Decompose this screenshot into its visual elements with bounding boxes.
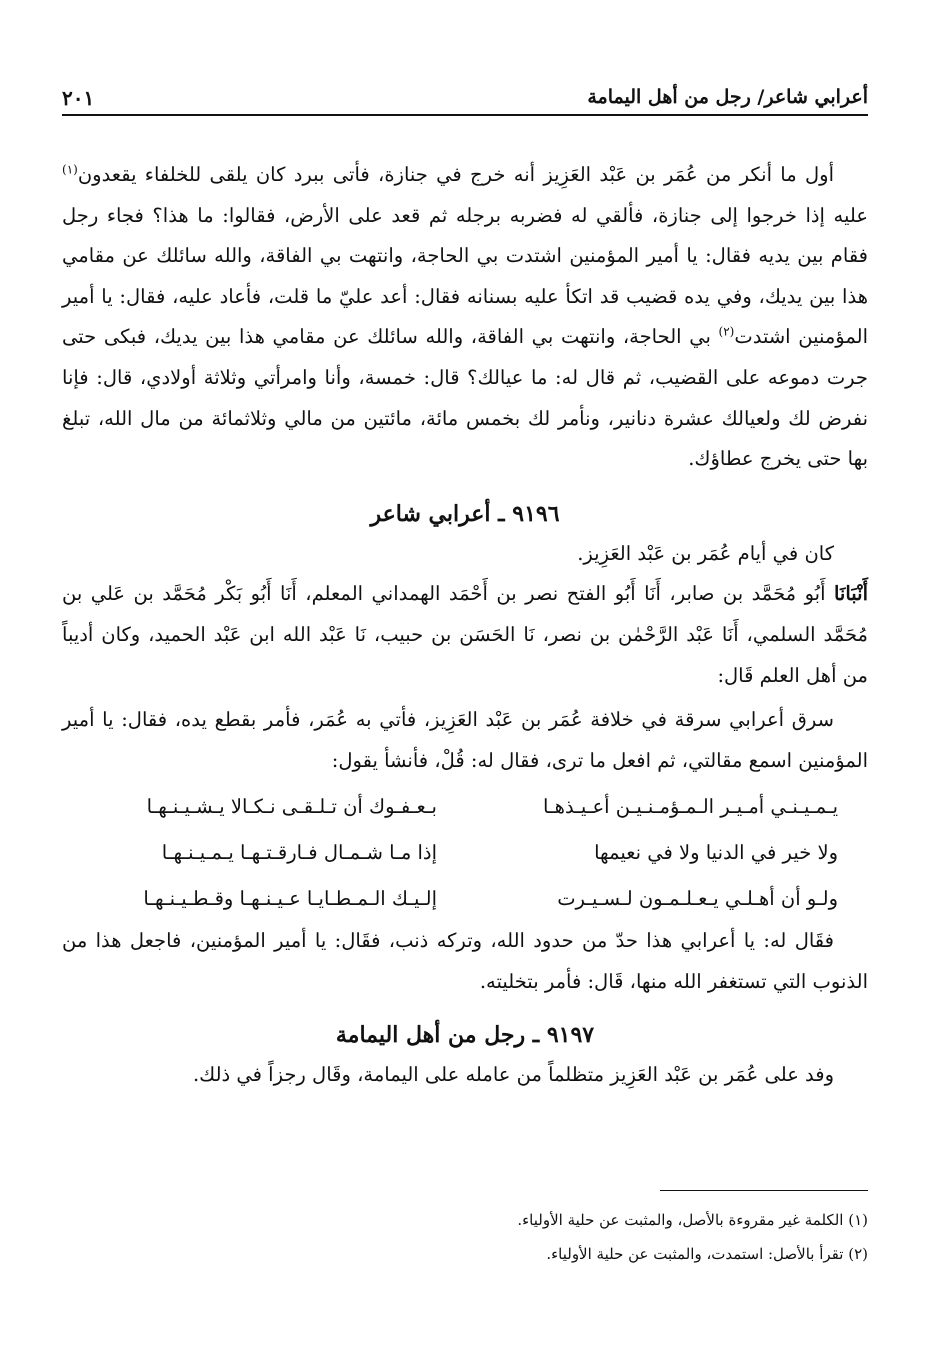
isnad-text: أَبُو مُحَمَّد بن صابر، أَنَا أَبُو الفتح نصر بن أَحْمَد الهمداني المعلم، أَنَا أَبُو بَكْر مُحَمَّد بن عَلي بن مُحَمَّد السلمي، أَنَا عَبْد الرَّحْمٰن بن نصر، نَا الحَسَن بن حبيب، نَا عَبْد الله ابن عَبْد الحميد، وكان أديباً من أهل العلم قَال:	[62, 582, 868, 687]
intro-text-end: بي الحاجة، وانتهت بي الفاقة، والله سائلك عن مقامي هذا بين يديك، فبكى حتى جرت دموعه على القضيب، ثم قال له: ما عيالك؟ قال: خمسة، وأنا وامرأتي وثلاثة أولادي، قال: فإنا نفرض لك ولعيالك عشرة دنانير، ونأمر لك بخمس مائة، مائتين من مالي وثلاثمائة من مال الله، تبلغ بها حتى يخرج عطاؤك.	[62, 325, 868, 471]
verse-first-hemistich: ولـو أن أهـلـي يـعـلـمـون لـسـيـرت	[557, 886, 838, 910]
isnad-paragraph	[62, 574, 868, 696]
footnote-divider	[660, 1190, 868, 1191]
verse-line	[62, 829, 868, 875]
verse-second-hemistich: إلـيـك الـمـطـايـا عـيـنـهـا وقـطـيـنـهـا	[143, 886, 437, 910]
verse-second-hemistich: إذا مـا شـمـال فـارقـتـهـا يـمـيـنـهـا	[161, 840, 437, 864]
intro-text: أول ما أنكر من عُمَر بن عَبْد العَزِيز أنه خرج في جنازة، فأتى ببرد كان يلقى للخلفاء يقعدون	[77, 163, 834, 186]
footnotes	[62, 1203, 868, 1271]
section-9196-intro: كان في أيام عُمَر بن عَبْد العَزِيز.	[577, 541, 834, 565]
section-heading-9196: ٩١٩٦ ـ أعرابي شاعر	[370, 500, 560, 527]
footnote-ref-2: (٢)	[718, 324, 735, 339]
section-9197-text: وفد على عُمَر بن عَبْد العَزِيز متظلماً من عامله على اليمامة، وقَال رجزاً في ذلك.	[192, 1062, 834, 1086]
footnote-mark: (١)	[848, 1211, 868, 1229]
footnote-text: تقرأ بالأصل: استمدت، والمثبت عن حلية الأولياء.	[546, 1245, 844, 1263]
footnote-mark: (٢)	[848, 1245, 868, 1263]
verse-line	[62, 875, 868, 921]
footnote-item	[62, 1203, 868, 1237]
verse-first-hemistich: ولا خير في الدنيا ولا في نعيمها	[594, 840, 838, 864]
page-header	[62, 86, 868, 116]
verse-second-hemistich: بـعـفـوك أن تـلـقـى نـكـالا يـشـيـنـهـا	[146, 794, 437, 818]
intro-text-continued: عليه إذا خرجوا إلى جنازة، فألقي له فضربه برجله ثم قعد على الأرض، فقالوا: ما هذا؟ فجاء رجل فقام بين يديه فقال: يا أمير المؤمنين اشتدت بي الحاجة، وانتهت بي الفاقة، والله سائلك عن مقامي هذا بين يديك، وفي يده قضيب قد اتكأ عليه بسنانه فقال: أعد عليّ ما قلت، فأعاد عليه، فقال: يا أمير المؤمنين اشتدت	[62, 203, 868, 349]
poem	[62, 783, 868, 921]
page-body	[62, 155, 868, 1095]
footnote-text: الكلمة غير مقروءة بالأصل، والمثبت عن حلية الأولياء.	[517, 1211, 844, 1229]
story-paragraph: سرق أعرابي سرقة في خلافة عُمَر بن عَبْد العَزِيز، فأتي به عُمَر، فأمر بقطع يده، فقال: يا أمير المؤمنين اسمع مقالتي، ثم افعل ما ترى، فقال له: قُلْ، فأنشأ يقول:	[62, 708, 868, 772]
section-heading-9197: ٩١٩٧ ـ رجل من أهل اليمامة	[335, 1021, 595, 1048]
verse-first-hemistich: يـمـيـنـي أمـيـر الـمـؤمـنـيـن أعـيـذهـا	[543, 794, 838, 818]
page-number: ٢٠١	[62, 86, 95, 110]
closing-paragraph: فقَال له: يا أعرابي هذا حدّ من حدود الله، وتركه ذنب، فقَال: يا أمير المؤمنين، فاجعل هذا من الذنوب التي تستغفر الله منها، قَال: فأمر بتخليته.	[62, 929, 868, 993]
running-title: أعرابي شاعر/ رجل من أهل اليمامة	[587, 86, 868, 108]
intro-paragraph	[62, 155, 868, 480]
verse-line	[62, 783, 868, 829]
footnote-ref-1: (١)	[62, 162, 78, 177]
isnad-lead: أَنْبَانَا	[833, 582, 868, 606]
footnote-item	[62, 1237, 868, 1271]
